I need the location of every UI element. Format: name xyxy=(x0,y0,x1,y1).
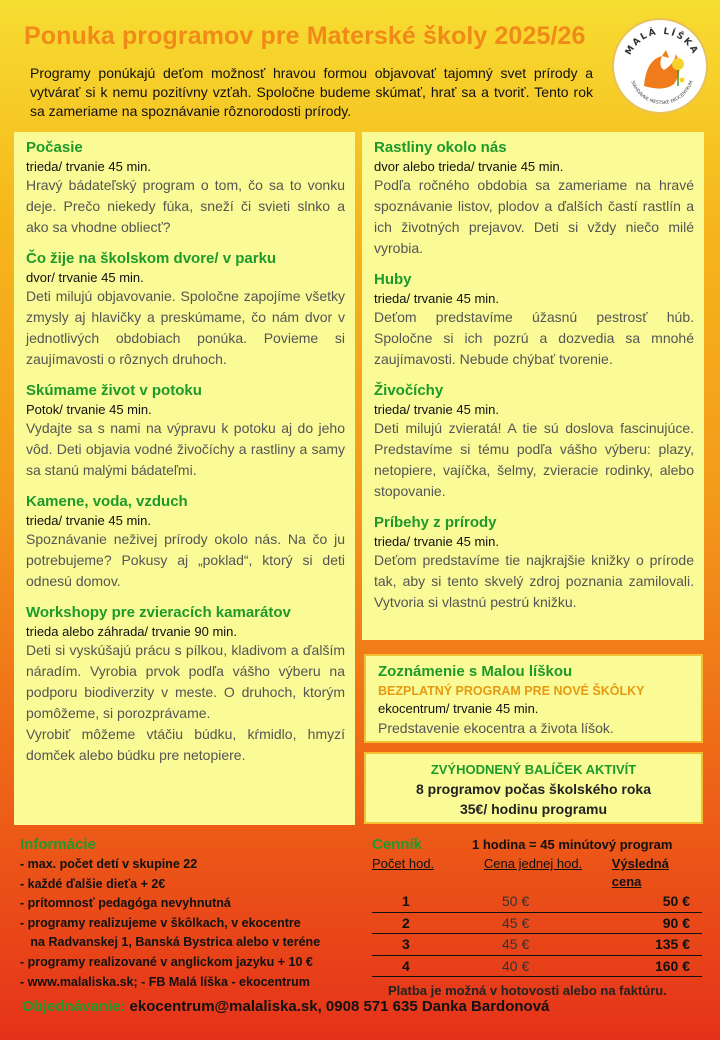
row-unit-price: 45 € xyxy=(502,914,530,931)
program-meta: trieda/ trvanie 45 min. xyxy=(26,159,152,174)
col-total: Výsledná cena xyxy=(611,856,669,889)
program-rastliny xyxy=(374,138,694,259)
page-title: Ponuka programov pre Materské školy 2025/26 xyxy=(24,22,586,50)
pricing-row xyxy=(372,913,702,935)
program-title: Počasie xyxy=(26,139,83,156)
program-desc: Podľa ročného obdobia sa zameriame na hravé spoznávanie listov, plodov a ďalších častí rastlín a ich životných prejavov. Deti si vždy niečo milé vyrobia. xyxy=(374,177,694,256)
fox-program-subtitle: BEZPLATNÝ PROGRAM PRE NOVÉ ŠKÔLKY xyxy=(378,684,645,698)
program-pocasie xyxy=(26,138,345,238)
fox-program-title: Zoznámenie s Malou líškou xyxy=(378,663,573,680)
package-line-1: 8 programov počas školského roka xyxy=(416,781,651,797)
row-unit-price: 50 € xyxy=(502,893,530,909)
fox-program-meta: ekocentrum/ trvanie 45 min. xyxy=(378,701,539,716)
order-label: Objednávanie: xyxy=(22,998,126,1015)
payment-note: Platba je možná v hotovosti alebo na faktúru. xyxy=(388,983,667,998)
col-unit-price: Cena jednej hod. xyxy=(483,856,583,871)
mala-liska-logo xyxy=(612,18,708,114)
program-meta: trieda/ trvanie 45 min. xyxy=(374,534,500,549)
intro-text: Programy ponúkajú deťom možnosť hravou formou objavovať tajomný svet prírody a vytvárať si k nemu pozitívny vzťah. Spoločne budeme skúmať, hrať sa a tvoriť. Tento rok sa zameriame na spoznávanie rôznorodosti prírody. xyxy=(30,65,593,119)
program-meta: dvor alebo trieda/ trvanie 45 min. xyxy=(374,159,564,174)
program-title: Skúmame život v potoku xyxy=(26,382,202,399)
row-hours: 1 xyxy=(402,893,410,909)
row-hours: 3 xyxy=(402,936,410,952)
program-meta: trieda/ trvanie 45 min. xyxy=(26,513,152,528)
svg-text:MALÁ LÍŠKA: MALÁ LÍŠKA xyxy=(623,26,701,57)
left-programs-panel xyxy=(14,132,355,825)
package-title: ZVÝHODNENÝ BALÍČEK AKTIVÍT xyxy=(430,762,637,777)
program-meta: dvor/ trvanie 45 min. xyxy=(26,270,144,285)
fox-program-panel xyxy=(364,654,703,743)
package-line-2: 35€/ hodinu programu xyxy=(459,801,607,817)
row-unit-price: 40 € xyxy=(502,957,530,974)
program-desc: Vydajte sa s nami na výpravu k potoku aj do jeho vôd. Deti objavia vodné živočíchy a rastliny a samy sa stanú malými bádateľmi. xyxy=(26,420,345,478)
program-title: Workshopy pre zvieracích kamarátov xyxy=(26,604,291,621)
order-contact[interactable]: ekocentrum@malaliska.sk, 0908 571 635 Danka Bardonová xyxy=(129,998,550,1015)
info-item: - prítomnosť pedagóga nevyhnutná xyxy=(20,896,231,911)
program-kamene xyxy=(26,492,345,592)
order-line xyxy=(22,997,549,1017)
info-item: na Radvanskej 1, Banská Bystrica alebo v teréne xyxy=(20,935,321,950)
program-potok xyxy=(26,381,345,481)
pricing-row xyxy=(372,956,702,978)
pricing-note: 1 hodina = 45 minútový program xyxy=(472,837,673,852)
fox-logo-icon xyxy=(614,20,710,116)
info-item: - programy realizujeme v škôlkach, v ekocentre xyxy=(20,915,301,930)
col-hours: Počet hod. xyxy=(372,856,435,871)
program-title: Kamene, voda, vzduch xyxy=(26,493,188,510)
row-unit-price: 45 € xyxy=(502,936,530,952)
info-section xyxy=(20,834,360,992)
pricing-header xyxy=(372,834,702,855)
program-title: Huby xyxy=(374,271,412,288)
program-desc: Deti si vyskúšajú prácu s pílkou, kladivom a ďalším náradím. Vyrobia prvok podľa vášho výberu na podporu biodiverzity v meste. O druhoch, ktorým pomôžeme, si porozprávame. xyxy=(26,642,345,721)
row-hours: 4 xyxy=(402,957,410,974)
program-zivocichy xyxy=(374,381,694,502)
right-programs-panel xyxy=(362,132,704,640)
program-title: Živočíchy xyxy=(374,382,444,399)
info-item: - programy realizované v anglickom jazyku + 10 € xyxy=(20,954,313,969)
program-meta: trieda/ trvanie 45 min. xyxy=(374,291,500,306)
program-title: Čo žije na školskom dvore/ v parku xyxy=(26,250,277,267)
svg-text:SIAHDÁVNE MESTSKÉ EKOCENTRUM: SIAHDÁVNE MESTSKÉ EKOCENTRUM xyxy=(629,80,695,107)
program-title: Rastliny okolo nás xyxy=(374,139,507,156)
pricing-row xyxy=(372,934,702,956)
row-total: 135 € xyxy=(654,936,690,952)
package-panel xyxy=(364,752,703,824)
program-desc: Deti milujú objavovanie. Spoločne zapojíme všetky zmysly aj hlavičky a preskúmame, čo nám dvor v jednotlivých obdobiach ponúka. Povieme si zaujímavosti o rôznych druhoch. xyxy=(26,288,345,367)
row-total: 90 € xyxy=(662,914,690,931)
program-desc-extra: Vyrobiť môžeme vtáčiu búdku, kŕmidlo, hmyzí domček alebo búdku pre netopiere. xyxy=(26,726,345,763)
program-desc: Spoznávanie neživej prírody okolo nás. Na čo ju potrebujeme? Pokusy aj „poklad“, ktorý si deti odnesú domov. xyxy=(26,531,345,589)
program-workshopy xyxy=(26,603,345,766)
info-item: - max. počet detí v skupine 22 xyxy=(20,857,198,871)
pricing-row xyxy=(372,891,702,913)
program-desc: Deťom predstavíme tie najkrajšie knižky o prírode tak, aby si tento skvelý zdroj poznania zamilovali. Vytvoria si vlastnú pestrú knižku. xyxy=(374,552,694,610)
program-desc: Hravý bádateľský program o tom, čo sa to vonku deje. Prečo niekedy fúka, sneží či svieti slnko a ako sa vhodne obliecť? xyxy=(26,177,345,235)
info-item: - www.malaliska.sk; - FB Malá líška - ekocentrum xyxy=(20,974,310,989)
program-desc: Deti milujú zvieratá! A tie sú doslova fascinujúce. Predstavíme si tému podľa vášho výberu: plazy, netopiere, vajíčka, šelmy, zvieracie rodinky, alebo stopovanie. xyxy=(374,420,694,499)
pricing-title: Cenník xyxy=(372,836,423,853)
row-total: 160 € xyxy=(654,957,690,974)
row-total: 50 € xyxy=(662,893,690,909)
program-huby xyxy=(374,270,694,370)
program-meta: Potok/ trvanie 45 min. xyxy=(26,402,152,417)
program-meta: trieda/ trvanie 45 min. xyxy=(374,402,500,417)
row-hours: 2 xyxy=(402,914,410,931)
pricing-section xyxy=(372,834,702,1000)
info-item: - každé ďalšie dieťa + 2€ xyxy=(20,876,166,891)
program-desc: Deťom predstavíme úžasnú pestrosť húb. Spoločne si ich pozrú a dozvedia sa mnohé zaujímavosti. Nebude chýbať tvorenie. xyxy=(374,309,694,367)
program-title: Príbehy z prírody xyxy=(374,514,497,531)
program-pribehy xyxy=(374,513,694,613)
fox-program-desc: Predstavenie ekocentra a života líšok. xyxy=(378,720,614,736)
program-meta: trieda alebo záhrada/ trvanie 90 min. xyxy=(26,624,238,639)
pricing-columns xyxy=(372,855,702,891)
info-title: Informácie xyxy=(20,836,96,853)
program-skolsky-dvor xyxy=(26,249,345,370)
